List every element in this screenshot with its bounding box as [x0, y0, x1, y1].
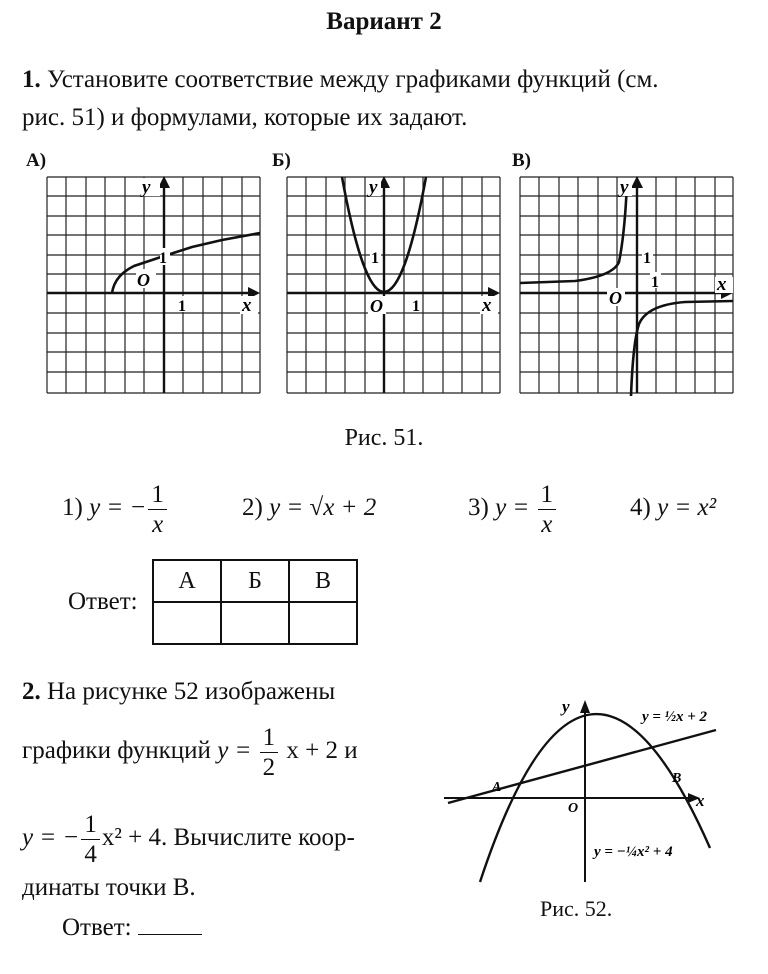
option-4-num: 4): [630, 494, 651, 521]
task1-text-line1: Установите соответствие между графиками функций (см.: [47, 66, 659, 93]
answer-header-a: А: [153, 560, 221, 602]
option-1-numerator: 1: [148, 482, 167, 510]
fig52-line: [448, 730, 716, 803]
option-1: [62, 482, 169, 537]
graph-a-unit-x: 1: [178, 298, 186, 315]
option-3-denominator: x: [541, 511, 553, 538]
figure-52-caption: Рис. 52.: [540, 896, 613, 921]
graph-a-x-label: x: [242, 295, 252, 316]
task1-text-line2-wrap: [22, 98, 467, 138]
option-3-lhs: y =: [495, 494, 536, 522]
option-4: [630, 494, 716, 522]
task1-number: 1.: [22, 66, 41, 93]
task2-line1-text: На рисунке 52 изображены: [47, 678, 336, 705]
graph-c-unit-x: 1: [651, 274, 659, 291]
answer-header-c: В: [289, 560, 357, 602]
task2-line3-pre: y = −: [22, 824, 80, 852]
task2-number: 2.: [22, 678, 41, 705]
answer-cell-a[interactable]: [153, 602, 221, 644]
figure-51-caption: Рис. 51.: [344, 425, 424, 451]
option-3-fraction: [538, 482, 557, 537]
fig52-y-arrow: [580, 700, 590, 713]
option-3: [468, 482, 558, 537]
graph-c-branch-left: [520, 182, 627, 283]
fig52-point-b: B: [672, 771, 682, 786]
graph-c: [515, 172, 737, 398]
answer-cell-b[interactable]: [221, 602, 289, 644]
graph-c-x-label: x: [717, 274, 727, 295]
fig52-line-label: y = ½x + 2: [642, 709, 708, 725]
graph-c-branch-right: [631, 301, 733, 396]
task2-line2: [22, 725, 358, 780]
option-1-fraction: [148, 482, 167, 537]
task2-line3-post: x² + 4. Вычислите коор-: [101, 824, 355, 852]
option-4-text: y = x²: [657, 494, 717, 521]
graph-a-origin: O: [137, 270, 150, 290]
task1-answer-table: [152, 559, 358, 645]
graph-b-unit-y: 1: [371, 250, 379, 267]
option-1-num: 1): [62, 494, 83, 522]
option-1-lhs: y = −: [89, 494, 147, 522]
task2-line2-post: x + 2 и: [286, 737, 358, 765]
task2-line2-y: y =: [217, 737, 252, 765]
task2-line3-num: 1: [81, 812, 100, 840]
task2-line2-den: 2: [262, 754, 276, 781]
task2-line4: динаты точки B.: [22, 874, 196, 901]
task1-answer-label: Ответ:: [68, 588, 138, 615]
graph-c-origin: O: [609, 288, 622, 308]
task2-answer-blank[interactable]: [138, 908, 202, 935]
graph-c-unit-y: 1: [643, 250, 651, 267]
task2-answer-label: Ответ:: [62, 914, 132, 941]
task2-line2-pre: графики функций: [22, 737, 211, 765]
answer-input-row: [153, 602, 357, 644]
graph-b-label: Б): [272, 150, 291, 171]
graph-b-origin: O: [370, 296, 383, 316]
task2-answer: [62, 908, 202, 948]
answer-header-b: Б: [221, 560, 289, 602]
fig52-origin: O: [568, 801, 579, 816]
graph-a-label: А): [26, 150, 47, 171]
answer-cell-c[interactable]: [289, 602, 357, 644]
option-2-num: 2): [242, 494, 263, 521]
task2-line3-fraction: [81, 812, 100, 867]
graph-b-unit-x: 1: [412, 298, 420, 315]
graph-b-x-label: x: [482, 295, 492, 316]
fig52-point-a: A: [492, 780, 502, 795]
option-3-numerator: 1: [538, 482, 557, 510]
task2-line3: [22, 812, 355, 867]
task2-line2-fraction: [260, 725, 279, 780]
fig52-y-label: y: [562, 697, 570, 716]
answer-header-row: [153, 560, 357, 602]
figure-52: [438, 688, 750, 884]
task2-line2-num: 1: [260, 725, 279, 753]
option-2-text: y = √x + 2: [269, 494, 377, 521]
task2-line1: [22, 672, 335, 712]
fig52-parabola-label: y = −¼x² + 4: [594, 844, 673, 860]
graph-c-label: В): [512, 150, 531, 171]
graph-c-y-label: y: [620, 177, 629, 198]
graph-b-y-label: y: [369, 177, 378, 198]
graph-c-y-arrow: [631, 176, 643, 188]
graph-a-curve: [112, 233, 260, 293]
option-1-denominator: x: [152, 511, 164, 538]
graph-a-y-label: y: [142, 177, 151, 198]
option-3-num: 3): [468, 494, 489, 522]
fig52-x-label: x: [696, 791, 705, 810]
option-2: [242, 494, 376, 522]
graph-a: [42, 172, 264, 398]
graph-a-unit-y: 1: [159, 250, 167, 267]
page-title: Вариант 2: [326, 8, 442, 35]
task1-text-line2: рис. 51) и формулами, которые их задают.: [22, 104, 468, 131]
task2-line3-den: 4: [84, 841, 97, 868]
graph-b: [282, 172, 504, 398]
task1-text: [22, 60, 752, 100]
